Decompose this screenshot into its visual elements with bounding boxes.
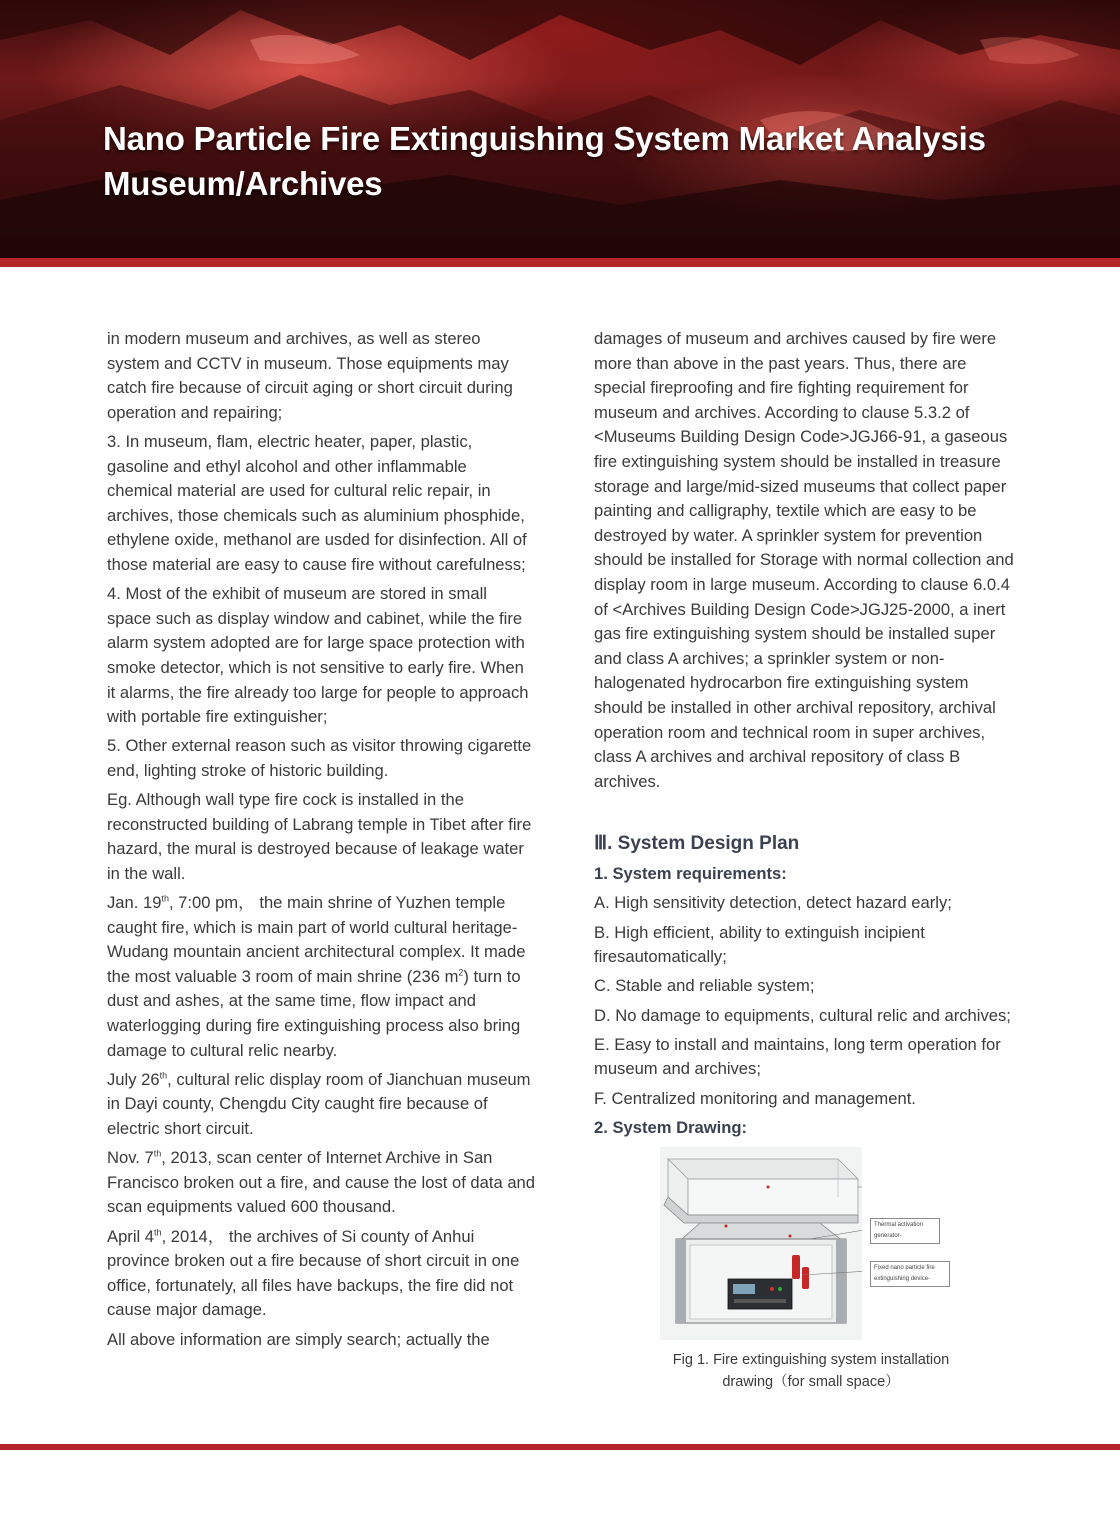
figure-caption bbox=[594, 1349, 1028, 1393]
requirement-item: F. Centralized monitoring and management. bbox=[594, 1088, 916, 1108]
left-column bbox=[107, 327, 535, 1357]
callout-thermal-activation-generator: Thermal activation generator- bbox=[870, 1218, 940, 1244]
requirement-item: A. High sensitivity detection, detect hazard early; bbox=[594, 893, 952, 913]
paragraph: 3. In museum, flam, electric heater, paper, plastic, gasoline and ethyl alcohol and other inflammable chemical material are used for cultural relic repair, in archives, those chemicals such as aluminium phosphide, ethylene oxide, methanol are usded for disinfection. All of those material are easy to cause fire without carefulness; bbox=[107, 431, 527, 574]
system-drawing-figure bbox=[660, 1147, 935, 1340]
display-cabinet-drawing bbox=[660, 1147, 862, 1340]
paragraph: 4. Most of the exhibit of museum are stored in small space such as display window and cabinet, while the fire alarm system adopted are for large space protection with smoke detector, which is not sensitive to early fire. When it alarms, the fire already too large for people to approach with portable fire extinguisher; bbox=[107, 584, 529, 727]
footer-divider bbox=[0, 1444, 1120, 1450]
page-title-line-1: Nano Particle Fire Extinguishing System Market Analysis bbox=[103, 120, 986, 157]
paragraph: in modern museum and archives, as well as stereo system and CCTV in museum. Those equipments may catch fire because of circuit aging or short circuit during operation and repairing; bbox=[107, 329, 513, 422]
callout-fixed-nano-particle-device: Fixed nano particle fire extinguishing device- bbox=[870, 1261, 950, 1287]
page-title bbox=[103, 116, 986, 206]
requirement-item: E. Easy to install and maintains, long term operation for museum and archives; bbox=[594, 1034, 1001, 1079]
header-divider bbox=[0, 258, 1120, 267]
requirement-item: C. Stable and reliable system; bbox=[594, 976, 815, 996]
header-banner bbox=[0, 0, 1120, 258]
requirement-item: B. High efficient, ability to extinguish incipient firesautomatically; bbox=[594, 922, 925, 967]
paragraph: Eg. Although wall type fire cock is installed in the reconstructed building of Labrang temple in Tibet after fire hazard, the mural is destroyed because of leakage water in the wall. bbox=[107, 790, 532, 883]
figure-caption-line-2: drawing（for small space） bbox=[722, 1374, 900, 1391]
subsection-heading: 1. System requirements: bbox=[594, 864, 787, 884]
paragraph-jianchuan-museum: July 26th, cultural relic display room of Jianchuan museum in Dayi county, Chengdu City caught fire because of electric short circuit. bbox=[107, 1069, 531, 1138]
requirement-item: D. No damage to equipments, cultural relic and archives; bbox=[594, 1005, 1011, 1025]
paragraph: All above information are simply search; actually the bbox=[107, 1329, 490, 1349]
section-heading: Ⅲ. System Design Plan bbox=[594, 833, 800, 855]
page-title-line-2: Museum/Archives bbox=[103, 165, 383, 202]
paragraph-internet-archive: Nov. 7th, 2013, scan center of Internet Archive in San Francisco broken out a fire, and cause the lost of data and scan equipments valued 600 thousand. bbox=[107, 1148, 536, 1217]
figure-caption-line-1: Fig 1. Fire extinguishing system installation bbox=[672, 1352, 950, 1369]
paragraph-yuzhen-temple: Jan. 19th, 7:00 pm， the main shrine of Yuzhen temple caught fire, which is main part of world cultural heritage-Wudang mountain ancient architectural complex. It made the most valuable 3 room of main shrine (236 $m^2$) turn to dust and ashes, at the same time, flow impact and waterlogging during fire extinguishing process also bring damage to cultural relic nearby. bbox=[107, 893, 526, 1060]
paragraph: damages of museum and archives caused by fire were more than above in the past years. Thus, there are special fireproofing and fire fighting requirement for museum and archives. According to clause 5.3.2 of <Museums Building Design Code>JGJ66-91, a gaseous fire extinguishing system should be installed in treasure storage and large/mid-sized museums that collect paper painting and calligraphy, textile which are easy to be destroyed by water. A sprinkler system for prevention should be installed for Storage with normal collection and display room in large museum. According to clause 6.0.4 of <Archives Building Design Code>JGJ25-2000, a inert gas fire extinguishing system should be installed super and class A archives; a sprinkler system or non-halogenated hydrocarbon fire extinguishing system should be installed in other archival repository, archival operation room and technical room in super archives, class A archives and archival repository of class B archives. bbox=[594, 329, 1014, 791]
subsection-heading: 2. System Drawing: bbox=[594, 1117, 748, 1137]
paragraph-si-county: April 4th, 2014， the archives of Si county of Anhui province broken out a fire because of short circuit in one office, fortunately, all files have backups, the fire did not cause major damage. bbox=[107, 1226, 520, 1320]
right-column bbox=[594, 327, 1019, 1393]
paragraph: 5. Other external reason such as visitor throwing cigarette end, lighting stroke of historic building. bbox=[107, 736, 532, 780]
